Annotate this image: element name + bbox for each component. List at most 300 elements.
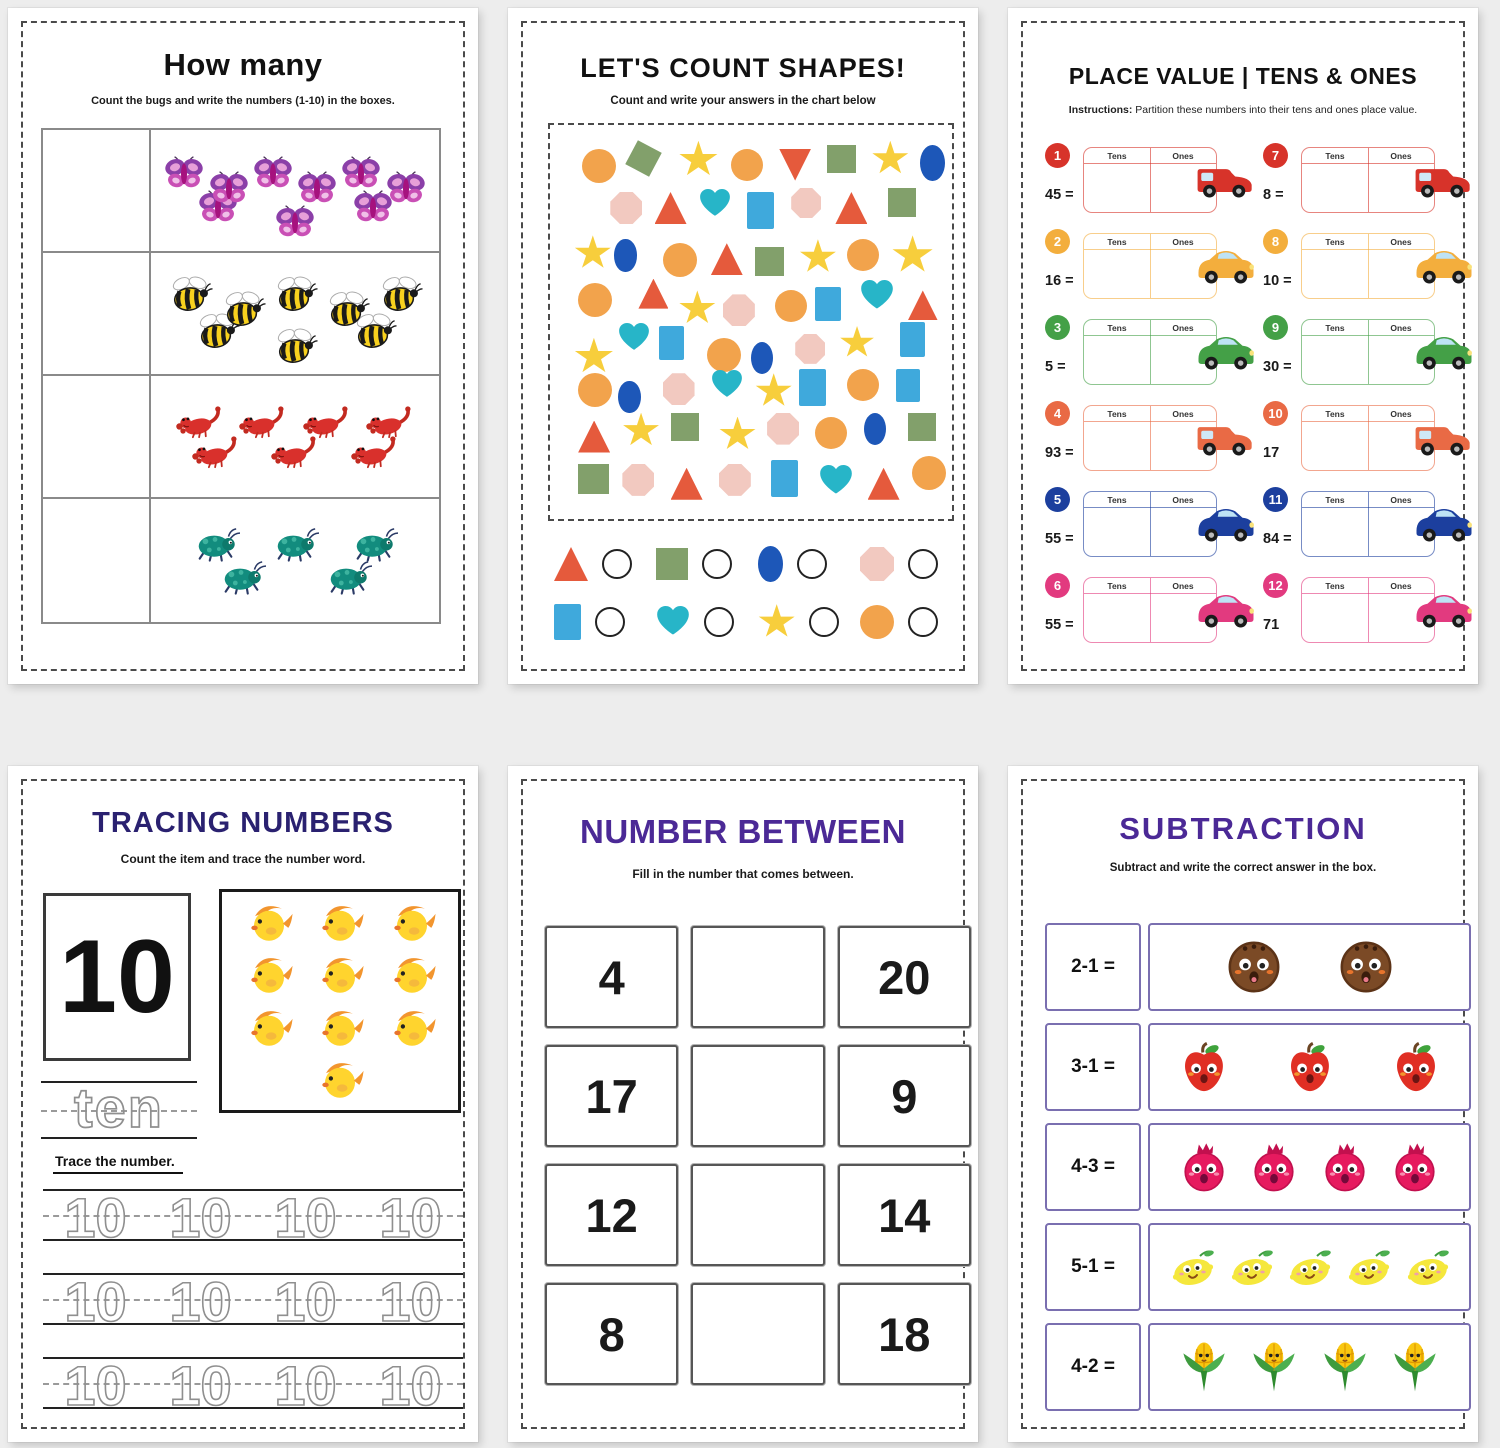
page-subtitle: Count and write your answers in the chart below bbox=[610, 95, 876, 107]
bee-icon bbox=[167, 275, 213, 315]
truck-icon bbox=[1193, 159, 1259, 201]
fish-icon bbox=[387, 900, 437, 945]
place-value-item bbox=[1045, 141, 1257, 217]
instructions bbox=[1023, 104, 1463, 116]
car-icon bbox=[1411, 589, 1477, 631]
square-shape bbox=[888, 188, 917, 217]
equation-answer-box[interactable]: 2-1 = bbox=[1045, 923, 1141, 1011]
coconut-icon bbox=[1338, 939, 1394, 995]
rect-shape bbox=[659, 326, 685, 361]
place-value-item bbox=[1263, 141, 1475, 217]
corn-icon bbox=[1179, 1340, 1229, 1395]
item-number-badge: 9 bbox=[1263, 315, 1288, 340]
bug-cell bbox=[151, 376, 439, 497]
place-value-item bbox=[1045, 485, 1257, 561]
fish-icon bbox=[315, 1005, 365, 1050]
tri-down-shape bbox=[779, 149, 811, 181]
trace-number: 10 bbox=[64, 1186, 127, 1249]
number-cell: 4 bbox=[545, 926, 678, 1028]
corn-icon bbox=[1320, 1340, 1370, 1395]
butterfly-icon bbox=[274, 204, 316, 242]
subtraction-row bbox=[1045, 1123, 1471, 1211]
fruit-cell bbox=[1148, 1023, 1471, 1111]
bee-icon bbox=[377, 275, 423, 315]
answer-circle[interactable] bbox=[595, 607, 625, 637]
apple-icon bbox=[1179, 1041, 1229, 1094]
between-answer-cell[interactable] bbox=[691, 1283, 824, 1385]
number-trace-row[interactable] bbox=[43, 1354, 463, 1417]
star-shape bbox=[574, 235, 611, 271]
word-trace-area[interactable] bbox=[41, 1076, 197, 1139]
tens-label: Tens bbox=[1107, 151, 1127, 161]
ones-label: Ones bbox=[1390, 237, 1412, 247]
number-cell: 12 bbox=[545, 1164, 678, 1266]
tri-shape bbox=[671, 468, 703, 500]
answer-key-pair bbox=[860, 605, 948, 639]
number-cell: 17 bbox=[545, 1045, 678, 1147]
square-shape bbox=[656, 548, 688, 580]
star-shape bbox=[755, 373, 792, 409]
beetle-icon bbox=[350, 526, 398, 562]
trace-number: 10 bbox=[169, 1354, 232, 1417]
oval-shape bbox=[864, 413, 886, 445]
car-icon bbox=[1411, 245, 1477, 287]
place-value-item bbox=[1263, 485, 1475, 561]
tens-label: Tens bbox=[1325, 581, 1345, 591]
tens-label: Tens bbox=[1107, 495, 1127, 505]
item-value: 16 = bbox=[1045, 273, 1074, 289]
tens-label: Tens bbox=[1107, 237, 1127, 247]
ones-label: Ones bbox=[1172, 323, 1194, 333]
trace-number: 10 bbox=[379, 1270, 442, 1333]
octagon-shape bbox=[663, 373, 695, 405]
heart-shape bbox=[711, 369, 743, 401]
count-answer-box[interactable] bbox=[43, 130, 151, 251]
circle-shape bbox=[912, 456, 946, 490]
bee-icon bbox=[324, 290, 370, 330]
trace-number: 10 bbox=[64, 1354, 127, 1417]
trace-number: 10 bbox=[274, 1270, 337, 1333]
heart-shape bbox=[656, 605, 690, 639]
fish-icon bbox=[387, 952, 437, 997]
tens-label: Tens bbox=[1107, 323, 1127, 333]
tens-label: Tens bbox=[1107, 409, 1127, 419]
butterfly-icon bbox=[296, 170, 338, 208]
square-shape bbox=[908, 413, 937, 442]
star-shape bbox=[679, 141, 719, 179]
rect-shape bbox=[799, 369, 826, 406]
trace-number: 10 bbox=[274, 1354, 337, 1417]
tens-label: Tens bbox=[1325, 151, 1345, 161]
subtraction-row bbox=[1045, 923, 1471, 1011]
butterfly-icon bbox=[252, 155, 294, 193]
item-value: 8 = bbox=[1263, 187, 1284, 203]
ones-label: Ones bbox=[1172, 409, 1194, 419]
star-shape bbox=[872, 141, 909, 177]
pomegranate-icon bbox=[1179, 1141, 1229, 1194]
page-subtitle: Fill in the number that comes between. bbox=[632, 867, 854, 881]
tri-shape bbox=[711, 243, 743, 275]
item-value: 55 = bbox=[1045, 531, 1074, 547]
answer-circle[interactable] bbox=[908, 549, 938, 579]
number-cell: 14 bbox=[838, 1164, 971, 1266]
page-title: How many bbox=[163, 47, 323, 82]
answer-key-pair bbox=[758, 604, 846, 640]
number-cell: 8 bbox=[545, 1283, 678, 1385]
cut-border bbox=[521, 21, 965, 671]
star-shape bbox=[622, 413, 659, 449]
tri-shape bbox=[638, 279, 668, 309]
trace-word: ten bbox=[74, 1076, 164, 1139]
between-answer-cell[interactable] bbox=[691, 1164, 824, 1266]
trace-heading: Trace the number. bbox=[53, 1153, 183, 1174]
trace-number: 10 bbox=[64, 1270, 127, 1333]
number-between-grid bbox=[545, 926, 971, 1385]
circle-shape bbox=[578, 373, 612, 407]
trace-number: 10 bbox=[379, 1354, 442, 1417]
answer-key-row bbox=[548, 535, 954, 593]
page-title: PLACE VALUE | TENS & ONES bbox=[1068, 63, 1418, 89]
rect-shape bbox=[900, 322, 926, 357]
item-number-badge: 6 bbox=[1045, 573, 1070, 598]
page-subtitle: Subtract and write the correct answer in the box. bbox=[1109, 862, 1377, 874]
answer-circle[interactable] bbox=[908, 607, 938, 637]
ones-label: Ones bbox=[1390, 495, 1412, 505]
car-icon bbox=[1411, 503, 1477, 545]
fish-icon bbox=[315, 952, 365, 997]
bug-row bbox=[43, 130, 439, 253]
square-shape bbox=[827, 145, 856, 174]
circle-shape bbox=[775, 290, 807, 322]
ones-label: Ones bbox=[1172, 151, 1194, 161]
bug-count-table bbox=[41, 128, 441, 624]
circle-shape bbox=[578, 283, 612, 317]
scorpion-icon bbox=[191, 435, 241, 469]
lemon-icon bbox=[1226, 1247, 1276, 1287]
scorpion-icon bbox=[270, 435, 320, 469]
heart-shape bbox=[699, 188, 731, 220]
circle-shape bbox=[663, 243, 697, 277]
truck-icon bbox=[1411, 159, 1477, 201]
butterfly-icon bbox=[208, 170, 250, 208]
answer-circle[interactable] bbox=[602, 549, 632, 579]
item-number-badge: 11 bbox=[1263, 487, 1288, 512]
beetle-icon bbox=[192, 526, 240, 562]
ones-label: Ones bbox=[1172, 495, 1194, 505]
item-value: 84 = bbox=[1263, 531, 1292, 547]
tri-shape bbox=[578, 421, 610, 453]
count-answer-box[interactable] bbox=[43, 499, 151, 622]
butterfly-icon bbox=[385, 170, 427, 208]
number-trace-row[interactable] bbox=[43, 1186, 463, 1249]
octagon-shape bbox=[723, 294, 755, 326]
oval-shape bbox=[758, 546, 783, 583]
count-answer-box[interactable] bbox=[43, 376, 151, 497]
answer-key-pair bbox=[656, 548, 744, 580]
page-title: NUMBER BETWEEN bbox=[580, 813, 906, 850]
star-shape bbox=[679, 290, 716, 326]
star-shape bbox=[799, 239, 836, 275]
place-value-item bbox=[1045, 399, 1257, 475]
fruit-cell bbox=[1148, 1223, 1471, 1311]
scorpion-icon bbox=[350, 435, 400, 469]
square-shape bbox=[578, 464, 608, 494]
page-title: TRACING NUMBERS bbox=[92, 807, 394, 839]
ones-label: Ones bbox=[1390, 581, 1412, 591]
item-value: 93 = bbox=[1045, 445, 1074, 461]
star-shape bbox=[839, 326, 874, 360]
oval-shape bbox=[920, 145, 945, 182]
corn-icon bbox=[1390, 1340, 1440, 1395]
scorpion-icon bbox=[302, 405, 352, 439]
count-shapes-worksheet bbox=[508, 8, 978, 684]
car-icon bbox=[1193, 331, 1259, 373]
pomegranate-icon bbox=[1320, 1141, 1370, 1194]
answer-circle[interactable] bbox=[797, 549, 827, 579]
answer-key-pair bbox=[860, 547, 948, 581]
beetle-icon bbox=[218, 559, 266, 595]
tri-shape bbox=[554, 547, 588, 581]
item-value: 10 = bbox=[1263, 273, 1292, 289]
big-number-box: 10 bbox=[43, 893, 191, 1061]
trace-number: 10 bbox=[379, 1186, 442, 1249]
corn-icon bbox=[1249, 1340, 1299, 1395]
cut-border bbox=[21, 779, 465, 1429]
subtraction-worksheet bbox=[1008, 766, 1478, 1442]
scorpion-icon bbox=[238, 405, 288, 439]
octagon-shape bbox=[610, 192, 642, 224]
item-number-badge: 3 bbox=[1045, 315, 1070, 340]
tri-shape bbox=[835, 192, 867, 224]
ones-label: Ones bbox=[1390, 409, 1412, 419]
place-value-item bbox=[1263, 227, 1475, 303]
coconut-icon bbox=[1226, 939, 1282, 995]
apple-icon bbox=[1391, 1041, 1441, 1094]
oval-shape bbox=[618, 381, 640, 413]
diamond-shape bbox=[626, 140, 663, 177]
answer-key-pair bbox=[554, 604, 642, 641]
bug-row bbox=[43, 499, 439, 622]
between-answer-cell[interactable] bbox=[691, 926, 824, 1028]
rect-shape bbox=[554, 604, 581, 641]
bug-cell bbox=[151, 253, 439, 374]
fish-icon bbox=[315, 1057, 365, 1102]
subtraction-row bbox=[1045, 1023, 1471, 1111]
truck-icon bbox=[1411, 417, 1477, 459]
octagon-shape bbox=[795, 334, 825, 364]
page-subtitle: Count the item and trace the number word. bbox=[120, 852, 366, 866]
place-value-item bbox=[1263, 399, 1475, 475]
page-title: SUBTRACTION bbox=[1119, 811, 1367, 846]
oval-shape bbox=[614, 239, 636, 271]
car-icon bbox=[1193, 589, 1259, 631]
answer-key-pair bbox=[554, 547, 642, 581]
bee-icon bbox=[220, 290, 266, 330]
octagon-shape bbox=[622, 464, 654, 496]
shapes-field bbox=[548, 123, 954, 521]
lemon-icon bbox=[1343, 1247, 1393, 1287]
octagon-shape bbox=[791, 188, 821, 218]
heart-shape bbox=[618, 322, 650, 354]
place-value-item bbox=[1263, 313, 1475, 389]
fish-icon bbox=[244, 900, 294, 945]
circle-shape bbox=[860, 605, 894, 639]
cut-border bbox=[521, 779, 965, 1429]
count-answer-box[interactable] bbox=[43, 253, 151, 374]
instructions-label: Instructions: bbox=[1068, 104, 1133, 116]
subtraction-rows bbox=[1045, 923, 1471, 1423]
tens-label: Tens bbox=[1325, 237, 1345, 247]
octagon-shape bbox=[767, 413, 799, 445]
apple-icon bbox=[1285, 1041, 1335, 1094]
place-value-item bbox=[1045, 227, 1257, 303]
cut-border bbox=[1021, 21, 1465, 671]
cut-border bbox=[21, 21, 465, 671]
number-trace-row[interactable] bbox=[43, 1270, 463, 1333]
tens-label: Tens bbox=[1325, 495, 1345, 505]
scorpion-icon bbox=[175, 405, 225, 439]
fish-icon bbox=[244, 1005, 294, 1050]
between-answer-cell[interactable] bbox=[691, 1045, 824, 1147]
fish-icon bbox=[244, 952, 294, 997]
car-icon bbox=[1193, 245, 1259, 287]
beetle-icon bbox=[271, 526, 319, 562]
star-shape bbox=[574, 338, 614, 376]
square-shape bbox=[671, 413, 700, 442]
answer-circle[interactable] bbox=[809, 607, 839, 637]
item-number-badge: 2 bbox=[1045, 229, 1070, 254]
star-shape bbox=[719, 417, 756, 453]
item-value: 55 = bbox=[1045, 617, 1074, 633]
equation-answer-box[interactable]: 5-1 = bbox=[1045, 1223, 1141, 1311]
item-number-badge: 4 bbox=[1045, 401, 1070, 426]
scorpion-icon bbox=[365, 405, 415, 439]
item-number-badge: 7 bbox=[1263, 143, 1288, 168]
oval-shape bbox=[751, 342, 773, 374]
place-value-item bbox=[1045, 313, 1257, 389]
rect-shape bbox=[815, 287, 841, 322]
tracing-numbers-worksheet bbox=[8, 766, 478, 1442]
shapes-answer-key bbox=[548, 535, 954, 665]
tri-shape bbox=[908, 290, 938, 320]
number-cell: 9 bbox=[838, 1045, 971, 1147]
equation-answer-box[interactable]: 4-3 = bbox=[1045, 1123, 1141, 1211]
butterfly-icon bbox=[340, 155, 382, 193]
bug-cell bbox=[151, 499, 439, 622]
tri-shape bbox=[868, 468, 900, 500]
rect-shape bbox=[896, 369, 920, 401]
answer-key-row bbox=[548, 593, 954, 651]
car-icon bbox=[1411, 331, 1477, 373]
number-between-worksheet bbox=[508, 766, 978, 1442]
ones-label: Ones bbox=[1172, 237, 1194, 247]
circle-shape bbox=[847, 239, 879, 271]
octagon-shape bbox=[860, 547, 894, 581]
answer-circle[interactable] bbox=[704, 607, 734, 637]
octagon-shape bbox=[719, 464, 751, 496]
cut-border bbox=[1021, 779, 1465, 1429]
ones-label: Ones bbox=[1172, 581, 1194, 591]
equation-answer-box[interactable]: 4-2 = bbox=[1045, 1323, 1141, 1411]
lemon-icon bbox=[1167, 1247, 1217, 1287]
item-value: 30 = bbox=[1263, 359, 1292, 375]
place-value-item bbox=[1045, 571, 1257, 647]
place-value-worksheet bbox=[1008, 8, 1478, 684]
fruit-cell bbox=[1148, 1123, 1471, 1211]
fruit-cell bbox=[1148, 923, 1471, 1011]
rect-shape bbox=[771, 460, 798, 497]
item-number-badge: 10 bbox=[1263, 401, 1288, 426]
trace-number: 10 bbox=[274, 1186, 337, 1249]
pomegranate-icon bbox=[1390, 1141, 1440, 1194]
tri-shape bbox=[655, 192, 687, 224]
item-value: 17 bbox=[1263, 445, 1280, 461]
bee-icon bbox=[272, 275, 318, 315]
subtraction-row bbox=[1045, 1223, 1471, 1311]
item-number-badge: 12 bbox=[1263, 573, 1288, 598]
equation-answer-box[interactable]: 3-1 = bbox=[1045, 1023, 1141, 1111]
how-many-worksheet bbox=[8, 8, 478, 684]
bug-row bbox=[43, 253, 439, 376]
heart-shape bbox=[819, 464, 853, 498]
page-subtitle: Count the bugs and write the numbers (1-10) in the boxes. bbox=[91, 95, 395, 107]
trace-number: 10 bbox=[169, 1270, 232, 1333]
page-title: LET'S COUNT SHAPES! bbox=[580, 53, 906, 83]
number-cell: 18 bbox=[838, 1283, 971, 1385]
heart-shape bbox=[860, 279, 894, 313]
bug-cell bbox=[151, 130, 439, 251]
item-number-badge: 1 bbox=[1045, 143, 1070, 168]
beetle-icon bbox=[324, 559, 372, 595]
butterfly-icon bbox=[163, 155, 205, 193]
fish-icon bbox=[387, 1005, 437, 1050]
lemon-icon bbox=[1284, 1247, 1334, 1287]
fish-count-box bbox=[219, 889, 461, 1113]
instructions-text: Partition these numbers into their tens and ones place value. bbox=[1132, 104, 1418, 116]
star-shape bbox=[758, 604, 795, 640]
answer-circle[interactable] bbox=[702, 549, 732, 579]
tens-label: Tens bbox=[1107, 581, 1127, 591]
circle-shape bbox=[582, 149, 616, 183]
pomegranate-icon bbox=[1249, 1141, 1299, 1194]
square-shape bbox=[755, 247, 784, 276]
item-value: 5 = bbox=[1045, 359, 1066, 375]
answer-key-pair bbox=[656, 605, 744, 639]
ones-label: Ones bbox=[1390, 323, 1412, 333]
tens-label: Tens bbox=[1325, 323, 1345, 333]
fruit-cell bbox=[1148, 1323, 1471, 1411]
circle-shape bbox=[731, 149, 763, 181]
place-value-item bbox=[1263, 571, 1475, 647]
ones-label: Ones bbox=[1390, 151, 1412, 161]
subtraction-row bbox=[1045, 1323, 1471, 1411]
number-cell: 20 bbox=[838, 926, 971, 1028]
item-number-badge: 8 bbox=[1263, 229, 1288, 254]
bug-row bbox=[43, 376, 439, 499]
trace-number: 10 bbox=[169, 1186, 232, 1249]
rect-shape bbox=[747, 192, 774, 229]
circle-shape bbox=[707, 338, 741, 372]
truck-icon bbox=[1193, 417, 1259, 459]
answer-key-pair bbox=[758, 546, 846, 583]
item-value: 45 = bbox=[1045, 187, 1074, 203]
item-value: 71 bbox=[1263, 617, 1280, 633]
car-icon bbox=[1193, 503, 1259, 545]
star-shape bbox=[892, 235, 934, 275]
fish-icon bbox=[315, 900, 365, 945]
circle-shape bbox=[815, 417, 847, 449]
circle-shape bbox=[847, 369, 879, 401]
